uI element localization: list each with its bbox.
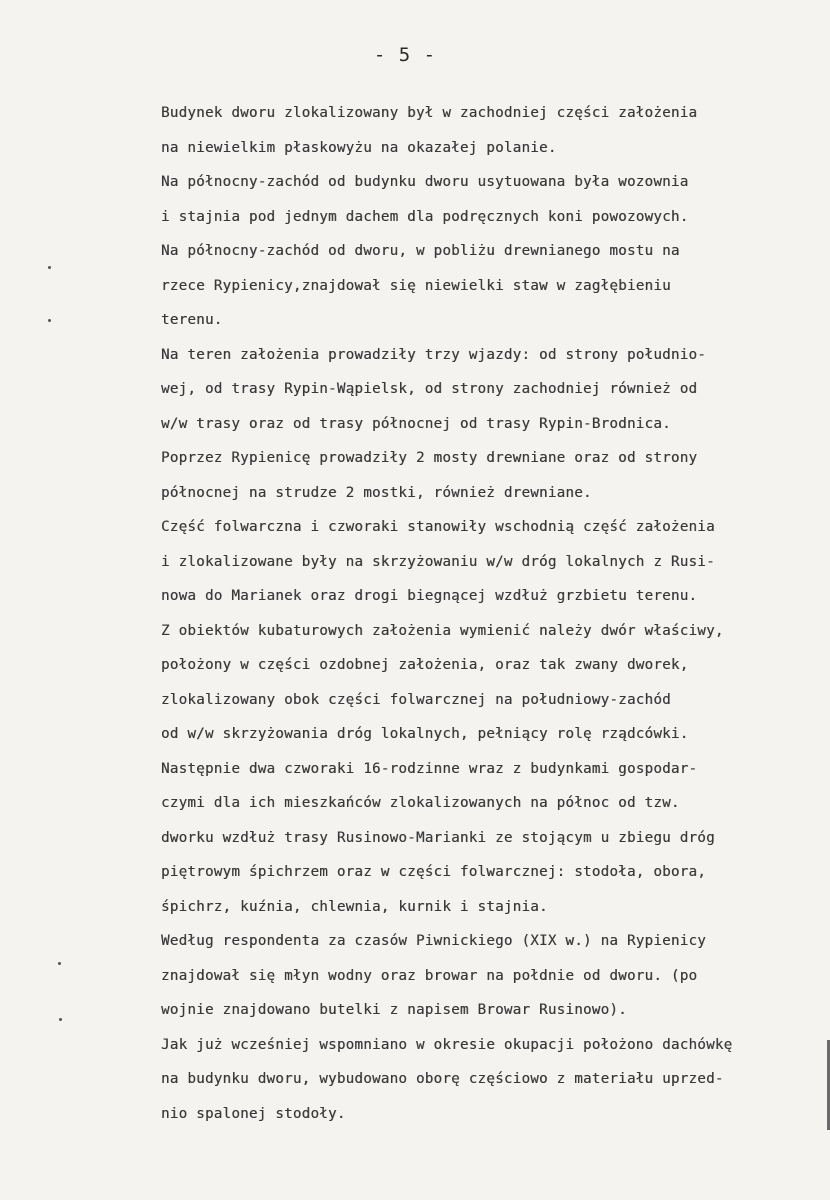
text-line: nio spalonej stodoły.	[161, 1105, 346, 1122]
text-line: wojnie znajdowano butelki z napisem Browar Rusinowo).	[161, 1002, 627, 1018]
text-line: terenu.	[161, 312, 223, 328]
text-line: na niewielkim płaskowyżu na okazałej polanie.	[161, 139, 557, 156]
text-line: Poprzez Rypienicę prowadziły 2 mosty drewniane oraz od strony	[161, 450, 698, 466]
text-line: nowa do Marianek oraz drogi biegnącej wzdłuż grzbietu terenu.	[161, 588, 698, 604]
text-line: północnej na strudze 2 mostki, również drewniane.	[161, 484, 592, 501]
body-text	[161, 102, 829, 1137]
binding-hole-mark	[48, 319, 51, 322]
text-line: i stajnia pod jednym dachem dla podręcznych koni powozowych.	[161, 208, 689, 225]
text-line: w/w trasy oraz od trasy północnej od trasy Rypin-Brodnica.	[161, 415, 671, 432]
text-line: Na teren założenia prowadziły trzy wjazdy: od strony południo-	[161, 346, 707, 363]
text-line: Na północny-zachód od budynku dworu usytuowana była wozownia	[161, 174, 689, 190]
text-line: i zlokalizowane były na skrzyżowaniu w/w dróg lokalnych z Rusi-	[161, 553, 715, 570]
text-line: piętrowym śpichrzem oraz w części folwarcznej: stodoła, obora,	[161, 864, 707, 880]
text-line: Jak już wcześniej wspomniano w okresie okupacji położono dachówkę	[161, 1036, 733, 1053]
text-line: Według respondenta za czasów Piwnickiego (XIX w.) na Rypienicy	[161, 933, 707, 949]
text-line: na budynku dworu, wybudowano oborę częściowo z materiału uprzed-	[161, 1071, 724, 1087]
text-line: śpichrz, kuźnia, chlewnia, kurnik i stajnia.	[161, 898, 548, 915]
text-line: wej, od trasy Rypin-Wąpielsk, od strony zachodniej również od	[161, 381, 698, 397]
text-line: dworku wzdłuż trasy Rusinowo-Marianki ze stojącym u zbiegu dróg	[161, 829, 715, 846]
text-line: Następnie dwa czworaki 16-rodzinne wraz z budynkami gospodar-	[161, 760, 698, 777]
text-line: Z obiektów kubaturowych założenia wymienić należy dwór właściwy,	[161, 622, 724, 639]
text-line: czymi dla ich mieszkańców zlokalizowanych na północ od tzw.	[161, 795, 680, 811]
text-line: od w/w skrzyżowania dróg lokalnych, pełniący rolę rządcówki.	[161, 726, 689, 742]
text-line: rzece Rypienicy,znajdował się niewielki staw w zagłębieniu	[161, 277, 671, 294]
text-line: zlokalizowany obok części folwarcznej na południowy-zachód	[161, 691, 671, 708]
binding-hole-mark	[48, 266, 51, 269]
text-line: położony w części ozdobnej założenia, oraz tak zwany dworek,	[161, 657, 689, 673]
text-line: Budynek dworu zlokalizowany był w zachodniej części założenia	[161, 105, 698, 121]
text-line: Na północny-zachód od dworu, w pobliżu drewnianego mostu na	[161, 243, 680, 259]
text-line: znajdował się młyn wodny oraz browar na połdnie od dworu. (po	[161, 967, 698, 984]
text-line: Część folwarczna i czworaki stanowiły wschodnią część założenia	[161, 519, 715, 535]
binding-hole-mark	[59, 1018, 62, 1021]
page-number: - 5 -	[373, 44, 437, 66]
binding-hole-mark	[58, 962, 61, 965]
